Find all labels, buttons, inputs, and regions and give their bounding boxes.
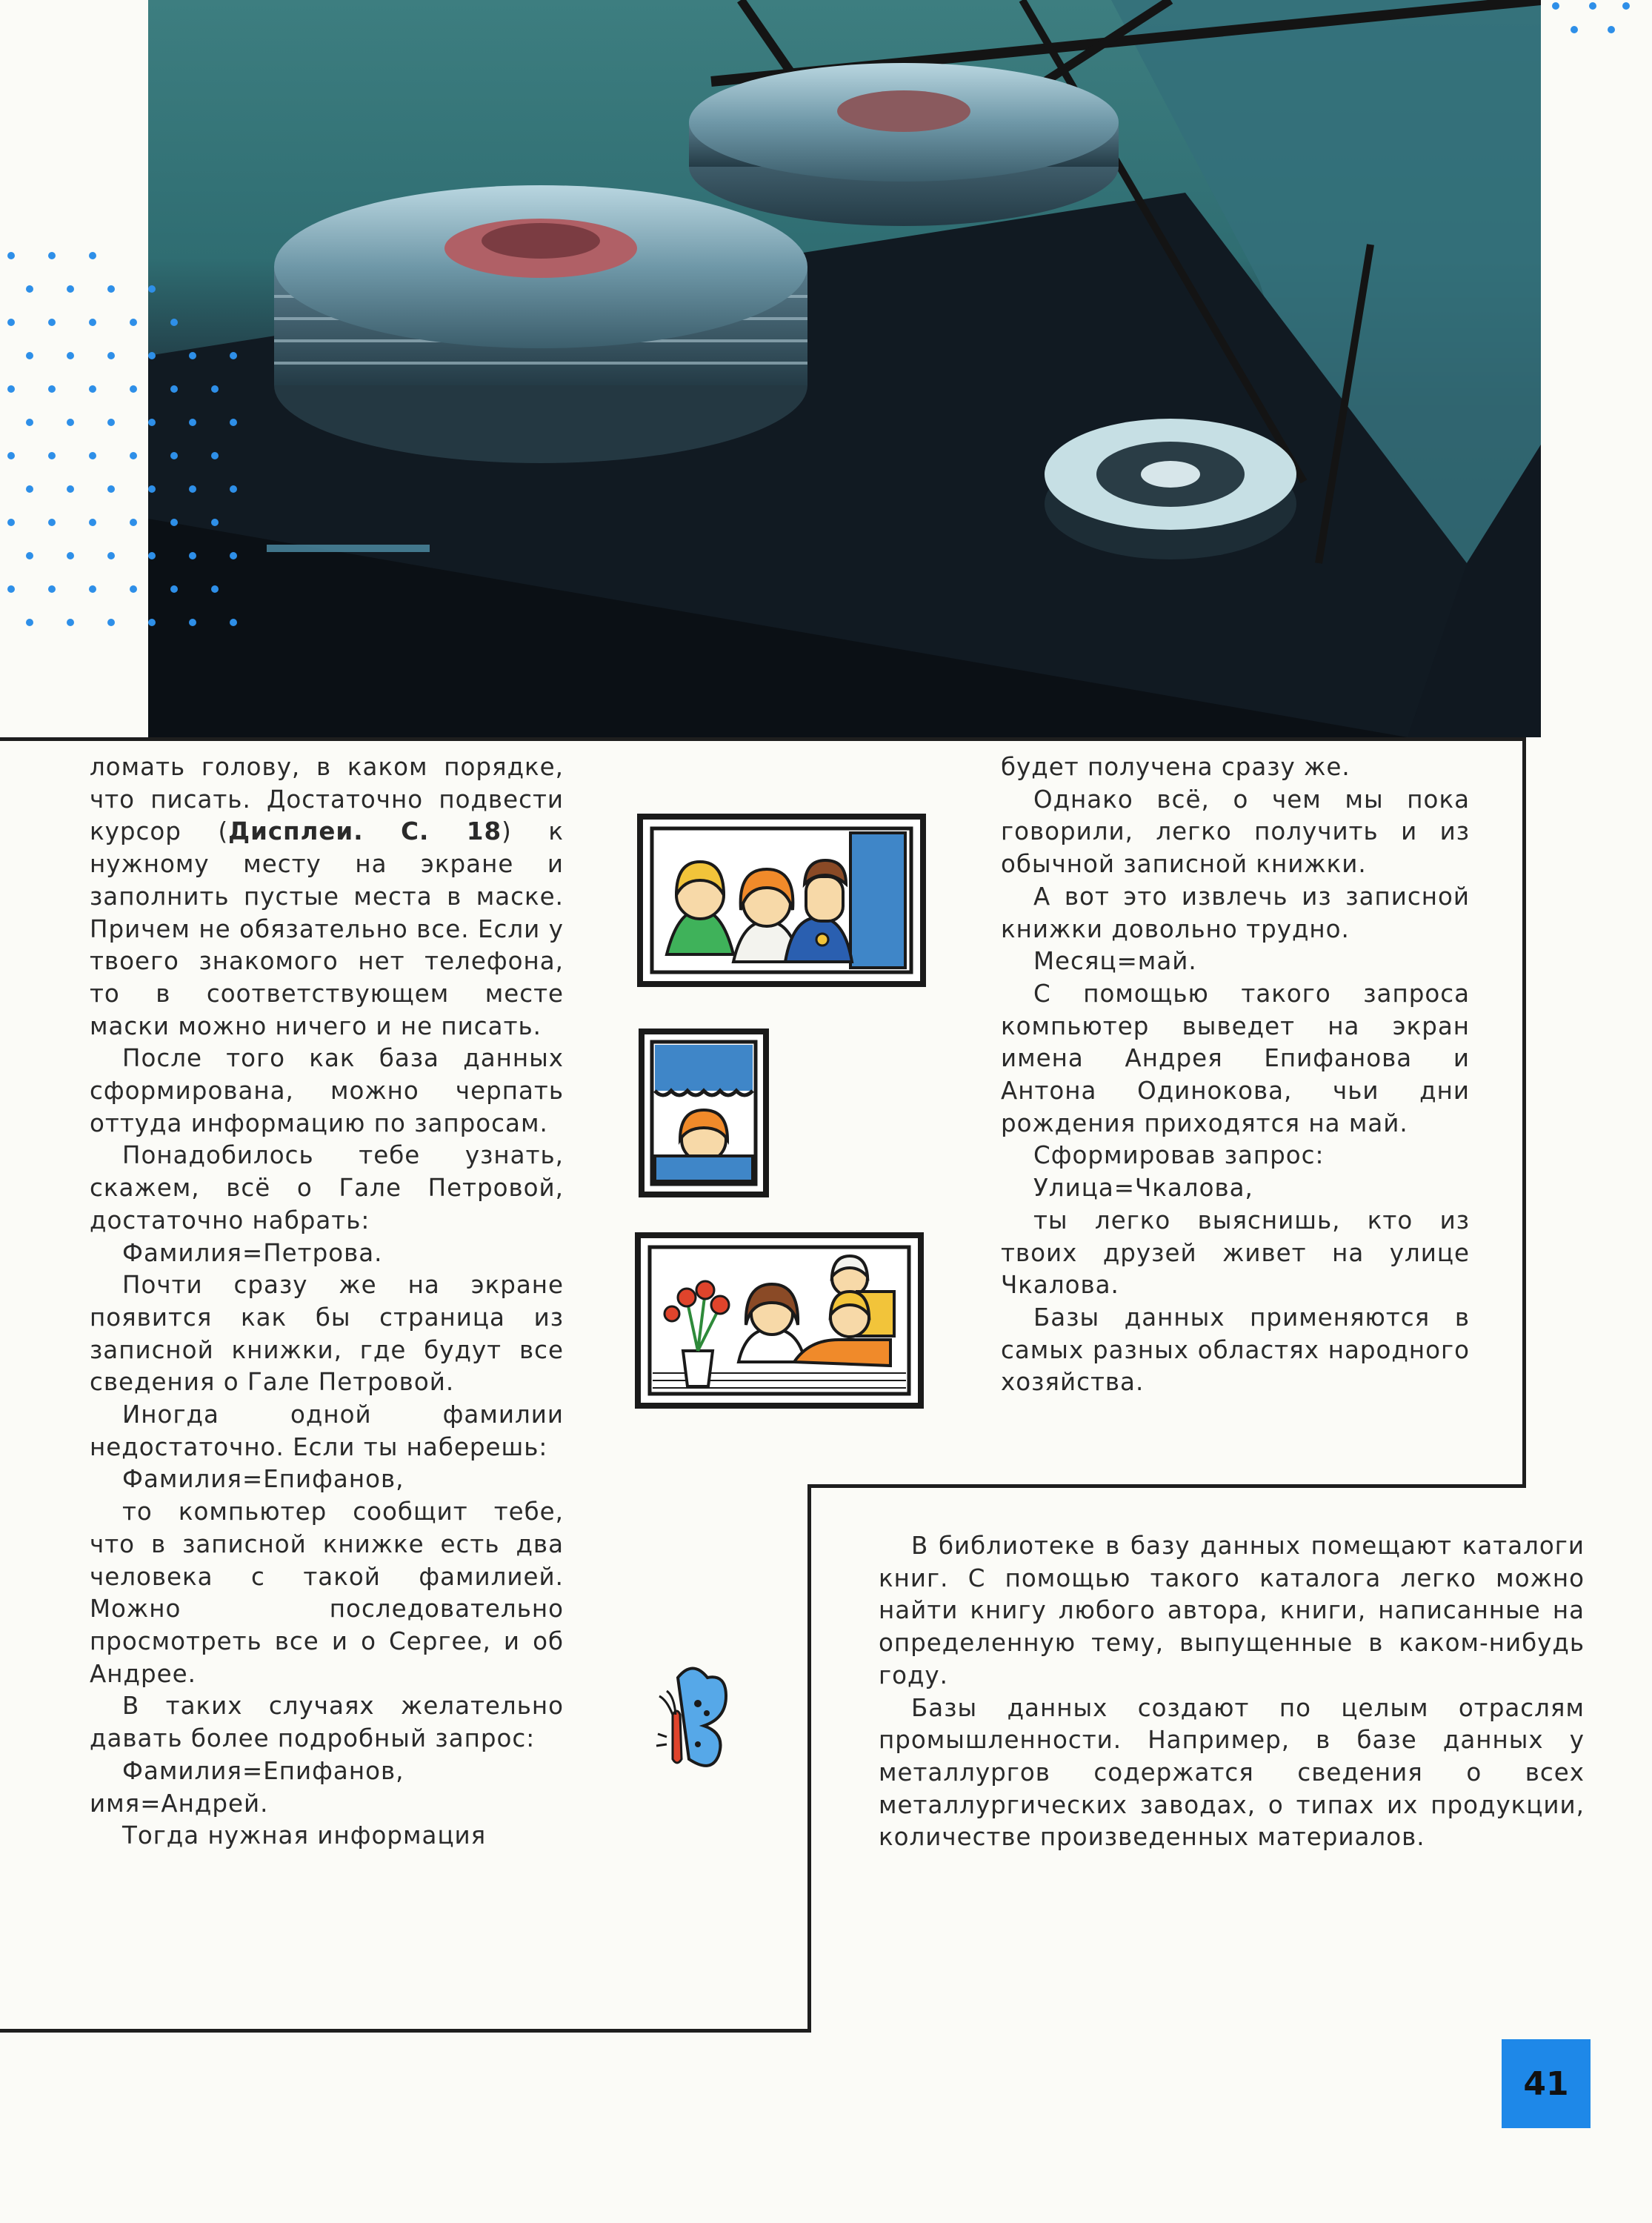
frame-line-top xyxy=(0,737,1526,741)
decor-dot xyxy=(89,319,96,326)
decor-dot xyxy=(130,385,137,393)
decor-dot xyxy=(130,585,137,593)
decor-dot xyxy=(107,419,115,426)
decor-dot xyxy=(7,519,15,526)
tape-drive-illustration xyxy=(148,0,1541,737)
tape-drive-photo xyxy=(148,0,1541,737)
paragraph: Базы данных создают по целым отраслям промышленности. Например, в базе данных у металлургов содержатся сведения о всех металлургических заводах, о типах их продукции, количестве произведенных материалов. xyxy=(879,1693,1585,1852)
paragraph: ты легко выяснишь, кто из твоих друзей живет на улице Чкалова. xyxy=(1001,1206,1470,1300)
paragraph: Месяц=май. xyxy=(1033,947,1197,976)
bottom-text-column xyxy=(879,1530,1585,1854)
paragraph: Однако всё, о чем мы пока говорили, легко получить и из обычной записной книжки. xyxy=(1001,785,1470,879)
decor-dot xyxy=(1571,26,1578,33)
decor-dot xyxy=(89,452,96,459)
decor-dot xyxy=(1608,26,1615,33)
decor-dot xyxy=(107,352,115,359)
decor-dot xyxy=(67,352,74,359)
page-number-badge xyxy=(1502,2039,1591,2128)
paragraph: Иногда одной фамилии недостаточно. Если ты наберешь: xyxy=(90,1400,564,1461)
decor-dot xyxy=(1622,2,1630,10)
decor-dot xyxy=(26,419,33,426)
paragraph xyxy=(90,751,564,1043)
paragraph: Тогда нужная информация xyxy=(122,1821,487,1850)
frame-line-right-upper xyxy=(1522,737,1526,1486)
decor-dot xyxy=(67,619,74,626)
decor-dot xyxy=(7,585,15,593)
window-child-picture xyxy=(639,1029,769,1197)
frame-line-bottom xyxy=(0,2029,811,2033)
decor-dot xyxy=(26,285,33,293)
decor-dot xyxy=(26,619,33,626)
decor-dot xyxy=(67,285,74,293)
frame-line-middle xyxy=(807,1484,1526,1488)
paragraph: После того как база данных сформирована, можно черпать оттуда информацию по запросам. xyxy=(90,1044,564,1137)
decor-dot xyxy=(7,385,15,393)
decor-dot xyxy=(67,552,74,559)
decor-dot xyxy=(1589,2,1596,10)
paragraph: В таких случаях желательно давать более подробный запрос: xyxy=(90,1692,564,1753)
decor-dot xyxy=(48,319,56,326)
decor-dot xyxy=(89,519,96,526)
decor-dot xyxy=(107,619,115,626)
text-segment: ) к нужному месту на экране и заполнить пустые места в маске. Причем не обязательно все. Если у твоего знакомого нет телефона, то в соответствующем месте маски можно ничего и не писать. xyxy=(90,817,564,1040)
decor-dot xyxy=(89,252,96,259)
decor-dot xyxy=(67,419,74,426)
decor-dot xyxy=(48,452,56,459)
decor-dot xyxy=(1552,2,1559,10)
decor-dot xyxy=(26,552,33,559)
decor-dot xyxy=(26,352,33,359)
decor-dot xyxy=(48,585,56,593)
text-segment: ломать голову, в каком порядке, что писать. Достаточно подвести курсор ( xyxy=(90,753,564,846)
decor-dot xyxy=(48,519,56,526)
decor-dot xyxy=(7,452,15,459)
decor-dot xyxy=(48,385,56,393)
paragraph: будет получена сразу же. xyxy=(1001,753,1350,781)
decor-dot xyxy=(26,485,33,493)
right-text-column xyxy=(1001,751,1470,1399)
decor-dot xyxy=(89,385,96,393)
paragraph: Сформировав запрос: xyxy=(1033,1141,1325,1170)
decor-dot xyxy=(89,585,96,593)
paragraph: С помощью такого запроса компьютер выведет на экран имена Андрея Епифанова и Антона Одинокова, чьи дни рождения приходятся на май. xyxy=(1001,979,1470,1137)
decor-dot xyxy=(7,252,15,259)
decor-dot xyxy=(107,552,115,559)
paragraph: Базы данных применяются в самых разных областях народного хозяйства. xyxy=(1001,1303,1470,1397)
paragraph: Фамилия=Епифанов, xyxy=(122,1465,404,1494)
left-text-column xyxy=(90,751,564,1852)
paragraph: Фамилия=Епифанов, имя=Андрей. xyxy=(90,1756,404,1818)
page-number: 41 xyxy=(1523,2064,1569,2103)
paragraph: Понадобилось тебе узнать, скажем, всё о Гале Петровой, достаточно набрать: xyxy=(90,1141,564,1235)
butterfly-picture xyxy=(652,1663,737,1781)
paragraph: Почти сразу же на экране появится как бы страница из записной книжки, где будут все сведения о Гале Петровой. xyxy=(90,1271,564,1397)
decor-dot xyxy=(130,452,137,459)
decor-dot xyxy=(67,485,74,493)
decor-dot xyxy=(107,285,115,293)
paragraph: В библиотеке в базу данных помещают каталоги книг. С помощью такого каталога легко можно найти книгу любого автора, книги, написанные на определенную тему, выпущенные в каком-нибудь году. xyxy=(879,1532,1585,1689)
bold-reference: Дисплеи. С. 18 xyxy=(228,817,502,846)
paragraph: Улица=Чкалова, xyxy=(1033,1174,1253,1203)
friends-picture xyxy=(637,814,926,987)
decor-dot xyxy=(107,485,115,493)
paragraph: Фамилия=Петрова. xyxy=(122,1238,383,1267)
frame-line-divider xyxy=(807,1484,811,2033)
decor-dot xyxy=(130,319,137,326)
flowers-friends-picture xyxy=(635,1232,924,1409)
decor-dot xyxy=(48,252,56,259)
decor-dot xyxy=(7,319,15,326)
paragraph: А вот это извлечь из записной книжки довольно трудно. xyxy=(1001,882,1470,943)
decor-dot xyxy=(130,519,137,526)
paragraph: то компьютер сообщит тебе, что в записной книжке есть два человека с такой фамилией. Можно последовательно просмотреть все и о Сергее, и об Андрее. xyxy=(90,1498,564,1688)
